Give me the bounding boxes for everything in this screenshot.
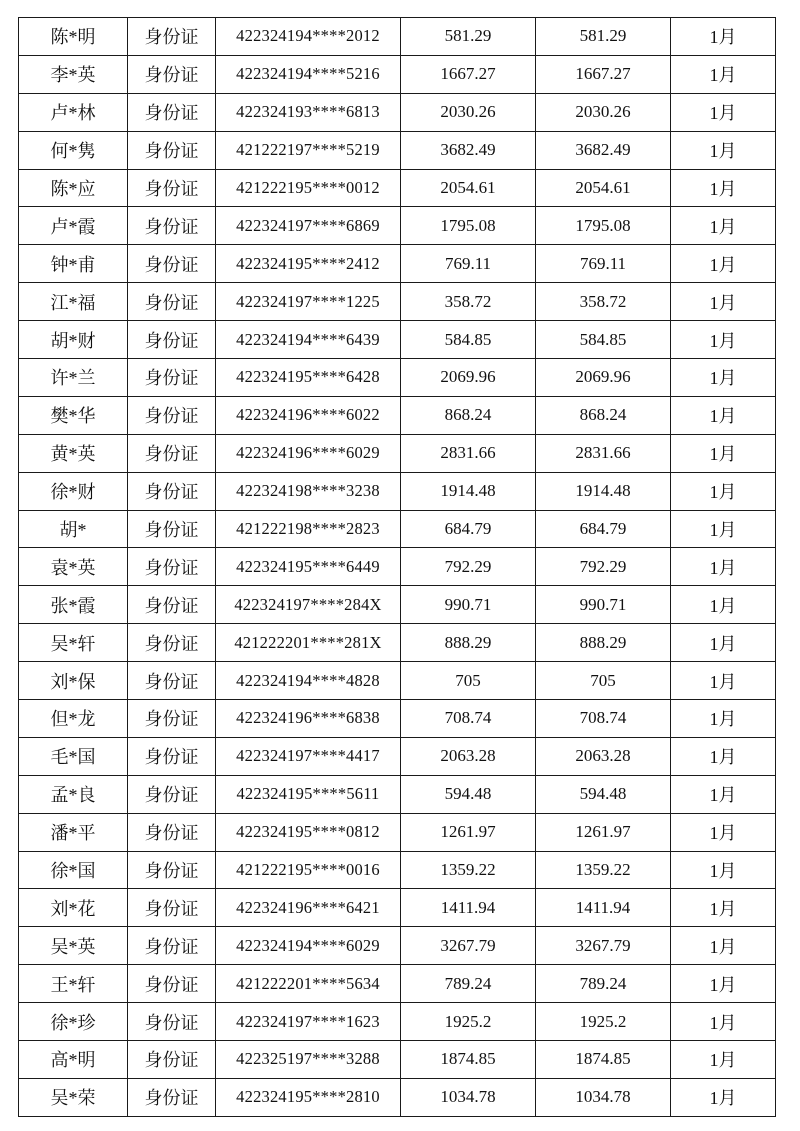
name-cell: 张*霞 (19, 586, 128, 624)
name-cell: 袁*英 (19, 548, 128, 586)
amount-cell: 684.79 (401, 510, 536, 548)
amount-cell: 584.85 (401, 321, 536, 359)
month-cell: 1月 (671, 851, 776, 889)
amount-cell: 2831.66 (401, 434, 536, 472)
name-cell: 徐*国 (19, 851, 128, 889)
id-type-cell: 身份证 (128, 1003, 216, 1041)
id-number-cell: 422324196****6022 (216, 396, 401, 434)
id-type-cell: 身份证 (128, 55, 216, 93)
name-cell: 刘*保 (19, 662, 128, 700)
month-cell: 1月 (671, 927, 776, 965)
paid-amount-cell: 1874.85 (536, 1041, 671, 1079)
id-number-cell: 422325197****3288 (216, 1041, 401, 1079)
id-number-cell: 422324194****4828 (216, 662, 401, 700)
month-cell: 1月 (671, 737, 776, 775)
table-row (19, 851, 776, 889)
month-cell: 1月 (671, 813, 776, 851)
id-type-cell: 身份证 (128, 283, 216, 321)
table-row (19, 245, 776, 283)
id-number-cell: 422324195****2412 (216, 245, 401, 283)
name-cell: 毛*国 (19, 737, 128, 775)
table-row (19, 434, 776, 472)
paid-amount-cell: 358.72 (536, 283, 671, 321)
id-type-cell: 身份证 (128, 548, 216, 586)
month-cell: 1月 (671, 169, 776, 207)
table-row (19, 889, 776, 927)
name-cell: 卢*霞 (19, 207, 128, 245)
id-type-cell: 身份证 (128, 207, 216, 245)
month-cell: 1月 (671, 131, 776, 169)
id-type-cell: 身份证 (128, 851, 216, 889)
paid-amount-cell: 2063.28 (536, 737, 671, 775)
id-number-cell: 422324194****6029 (216, 927, 401, 965)
id-type-cell: 身份证 (128, 472, 216, 510)
id-type-cell: 身份证 (128, 396, 216, 434)
month-cell: 1月 (671, 434, 776, 472)
id-type-cell: 身份证 (128, 93, 216, 131)
amount-cell: 1795.08 (401, 207, 536, 245)
table-row (19, 927, 776, 965)
id-number-cell: 422324195****6449 (216, 548, 401, 586)
month-cell: 1月 (671, 965, 776, 1003)
id-type-cell: 身份证 (128, 624, 216, 662)
paid-amount-cell: 1925.2 (536, 1003, 671, 1041)
id-type-cell: 身份证 (128, 965, 216, 1003)
name-cell: 胡*财 (19, 321, 128, 359)
name-cell: 何*隽 (19, 131, 128, 169)
id-type-cell: 身份证 (128, 1041, 216, 1079)
month-cell: 1月 (671, 889, 776, 927)
id-number-cell: 422324197****4417 (216, 737, 401, 775)
document-page (18, 17, 775, 1117)
id-type-cell: 身份证 (128, 775, 216, 813)
table-row (19, 18, 776, 56)
name-cell: 吴*轩 (19, 624, 128, 662)
month-cell: 1月 (671, 396, 776, 434)
payment-table (18, 17, 776, 1117)
table-row (19, 1078, 776, 1116)
id-type-cell: 身份证 (128, 662, 216, 700)
name-cell: 潘*平 (19, 813, 128, 851)
id-number-cell: 422324195****0812 (216, 813, 401, 851)
id-number-cell: 422324197****1225 (216, 283, 401, 321)
table-row (19, 586, 776, 624)
amount-cell: 2054.61 (401, 169, 536, 207)
id-number-cell: 421222198****2823 (216, 510, 401, 548)
amount-cell: 769.11 (401, 245, 536, 283)
paid-amount-cell: 1667.27 (536, 55, 671, 93)
name-cell: 江*福 (19, 283, 128, 321)
paid-amount-cell: 1914.48 (536, 472, 671, 510)
amount-cell: 581.29 (401, 18, 536, 56)
paid-amount-cell: 2831.66 (536, 434, 671, 472)
amount-cell: 789.24 (401, 965, 536, 1003)
month-cell: 1月 (671, 1041, 776, 1079)
paid-amount-cell: 2069.96 (536, 359, 671, 397)
month-cell: 1月 (671, 1078, 776, 1116)
amount-cell: 3682.49 (401, 131, 536, 169)
table-row (19, 624, 776, 662)
paid-amount-cell: 3267.79 (536, 927, 671, 965)
month-cell: 1月 (671, 510, 776, 548)
amount-cell: 792.29 (401, 548, 536, 586)
id-type-cell: 身份证 (128, 359, 216, 397)
month-cell: 1月 (671, 624, 776, 662)
table-row (19, 321, 776, 359)
id-number-cell: 421222201****281X (216, 624, 401, 662)
paid-amount-cell: 888.29 (536, 624, 671, 662)
amount-cell: 1667.27 (401, 55, 536, 93)
paid-amount-cell: 2030.26 (536, 93, 671, 131)
amount-cell: 1874.85 (401, 1041, 536, 1079)
month-cell: 1月 (671, 18, 776, 56)
id-type-cell: 身份证 (128, 1078, 216, 1116)
name-cell: 许*兰 (19, 359, 128, 397)
table-row (19, 359, 776, 397)
amount-cell: 594.48 (401, 775, 536, 813)
paid-amount-cell: 594.48 (536, 775, 671, 813)
id-number-cell: 422324196****6421 (216, 889, 401, 927)
name-cell: 李*英 (19, 55, 128, 93)
name-cell: 孟*良 (19, 775, 128, 813)
paid-amount-cell: 705 (536, 662, 671, 700)
paid-amount-cell: 3682.49 (536, 131, 671, 169)
paid-amount-cell: 769.11 (536, 245, 671, 283)
paid-amount-cell: 1359.22 (536, 851, 671, 889)
month-cell: 1月 (671, 472, 776, 510)
month-cell: 1月 (671, 93, 776, 131)
amount-cell: 2063.28 (401, 737, 536, 775)
table-row (19, 93, 776, 131)
id-type-cell: 身份证 (128, 700, 216, 738)
table-row (19, 207, 776, 245)
id-type-cell: 身份证 (128, 434, 216, 472)
table-row (19, 813, 776, 851)
name-cell: 高*明 (19, 1041, 128, 1079)
amount-cell: 705 (401, 662, 536, 700)
table-row (19, 396, 776, 434)
id-type-cell: 身份证 (128, 18, 216, 56)
amount-cell: 888.29 (401, 624, 536, 662)
paid-amount-cell: 789.24 (536, 965, 671, 1003)
month-cell: 1月 (671, 283, 776, 321)
table-row (19, 169, 776, 207)
table-row (19, 548, 776, 586)
id-number-cell: 422324196****6029 (216, 434, 401, 472)
id-type-cell: 身份证 (128, 245, 216, 283)
name-cell: 吴*荣 (19, 1078, 128, 1116)
table-row (19, 700, 776, 738)
id-type-cell: 身份证 (128, 169, 216, 207)
paid-amount-cell: 581.29 (536, 18, 671, 56)
paid-amount-cell: 684.79 (536, 510, 671, 548)
id-number-cell: 421222201****5634 (216, 965, 401, 1003)
id-number-cell: 422324196****6838 (216, 700, 401, 738)
amount-cell: 1914.48 (401, 472, 536, 510)
id-number-cell: 422324194****2012 (216, 18, 401, 56)
amount-cell: 990.71 (401, 586, 536, 624)
id-type-cell: 身份证 (128, 889, 216, 927)
table-row (19, 737, 776, 775)
id-type-cell: 身份证 (128, 586, 216, 624)
id-number-cell: 422324197****6869 (216, 207, 401, 245)
id-type-cell: 身份证 (128, 737, 216, 775)
id-number-cell: 422324198****3238 (216, 472, 401, 510)
table-row (19, 965, 776, 1003)
amount-cell: 708.74 (401, 700, 536, 738)
amount-cell: 1359.22 (401, 851, 536, 889)
id-type-cell: 身份证 (128, 813, 216, 851)
month-cell: 1月 (671, 662, 776, 700)
name-cell: 王*轩 (19, 965, 128, 1003)
id-number-cell: 422324194****6439 (216, 321, 401, 359)
id-number-cell: 421222195****0016 (216, 851, 401, 889)
paid-amount-cell: 1411.94 (536, 889, 671, 927)
name-cell: 陈*应 (19, 169, 128, 207)
table-row (19, 1041, 776, 1079)
month-cell: 1月 (671, 55, 776, 93)
month-cell: 1月 (671, 700, 776, 738)
paid-amount-cell: 1795.08 (536, 207, 671, 245)
table-row (19, 510, 776, 548)
month-cell: 1月 (671, 207, 776, 245)
amount-cell: 868.24 (401, 396, 536, 434)
amount-cell: 2069.96 (401, 359, 536, 397)
name-cell: 但*龙 (19, 700, 128, 738)
id-type-cell: 身份证 (128, 510, 216, 548)
name-cell: 卢*林 (19, 93, 128, 131)
amount-cell: 358.72 (401, 283, 536, 321)
paid-amount-cell: 868.24 (536, 396, 671, 434)
name-cell: 樊*华 (19, 396, 128, 434)
amount-cell: 3267.79 (401, 927, 536, 965)
table-row (19, 283, 776, 321)
id-type-cell: 身份证 (128, 927, 216, 965)
name-cell: 徐*珍 (19, 1003, 128, 1041)
month-cell: 1月 (671, 245, 776, 283)
paid-amount-cell: 584.85 (536, 321, 671, 359)
paid-amount-cell: 2054.61 (536, 169, 671, 207)
amount-cell: 1411.94 (401, 889, 536, 927)
month-cell: 1月 (671, 321, 776, 359)
id-number-cell: 422324197****284X (216, 586, 401, 624)
name-cell: 黄*英 (19, 434, 128, 472)
name-cell: 吴*英 (19, 927, 128, 965)
id-number-cell: 422324194****5216 (216, 55, 401, 93)
table-row (19, 472, 776, 510)
id-type-cell: 身份证 (128, 131, 216, 169)
table-row (19, 662, 776, 700)
id-number-cell: 422324195****5611 (216, 775, 401, 813)
id-number-cell: 422324193****6813 (216, 93, 401, 131)
name-cell: 陈*明 (19, 18, 128, 56)
amount-cell: 2030.26 (401, 93, 536, 131)
paid-amount-cell: 990.71 (536, 586, 671, 624)
name-cell: 钟*甫 (19, 245, 128, 283)
table-row (19, 775, 776, 813)
amount-cell: 1034.78 (401, 1078, 536, 1116)
name-cell: 刘*花 (19, 889, 128, 927)
month-cell: 1月 (671, 775, 776, 813)
table-row (19, 1003, 776, 1041)
month-cell: 1月 (671, 586, 776, 624)
amount-cell: 1261.97 (401, 813, 536, 851)
id-number-cell: 422324197****1623 (216, 1003, 401, 1041)
amount-cell: 1925.2 (401, 1003, 536, 1041)
table-body (19, 18, 776, 1117)
paid-amount-cell: 708.74 (536, 700, 671, 738)
id-number-cell: 422324195****6428 (216, 359, 401, 397)
name-cell: 徐*财 (19, 472, 128, 510)
month-cell: 1月 (671, 359, 776, 397)
id-number-cell: 421222195****0012 (216, 169, 401, 207)
name-cell: 胡* (19, 510, 128, 548)
month-cell: 1月 (671, 548, 776, 586)
id-number-cell: 422324195****2810 (216, 1078, 401, 1116)
paid-amount-cell: 792.29 (536, 548, 671, 586)
id-number-cell: 421222197****5219 (216, 131, 401, 169)
paid-amount-cell: 1034.78 (536, 1078, 671, 1116)
table-row (19, 131, 776, 169)
id-type-cell: 身份证 (128, 321, 216, 359)
table-row (19, 55, 776, 93)
month-cell: 1月 (671, 1003, 776, 1041)
paid-amount-cell: 1261.97 (536, 813, 671, 851)
